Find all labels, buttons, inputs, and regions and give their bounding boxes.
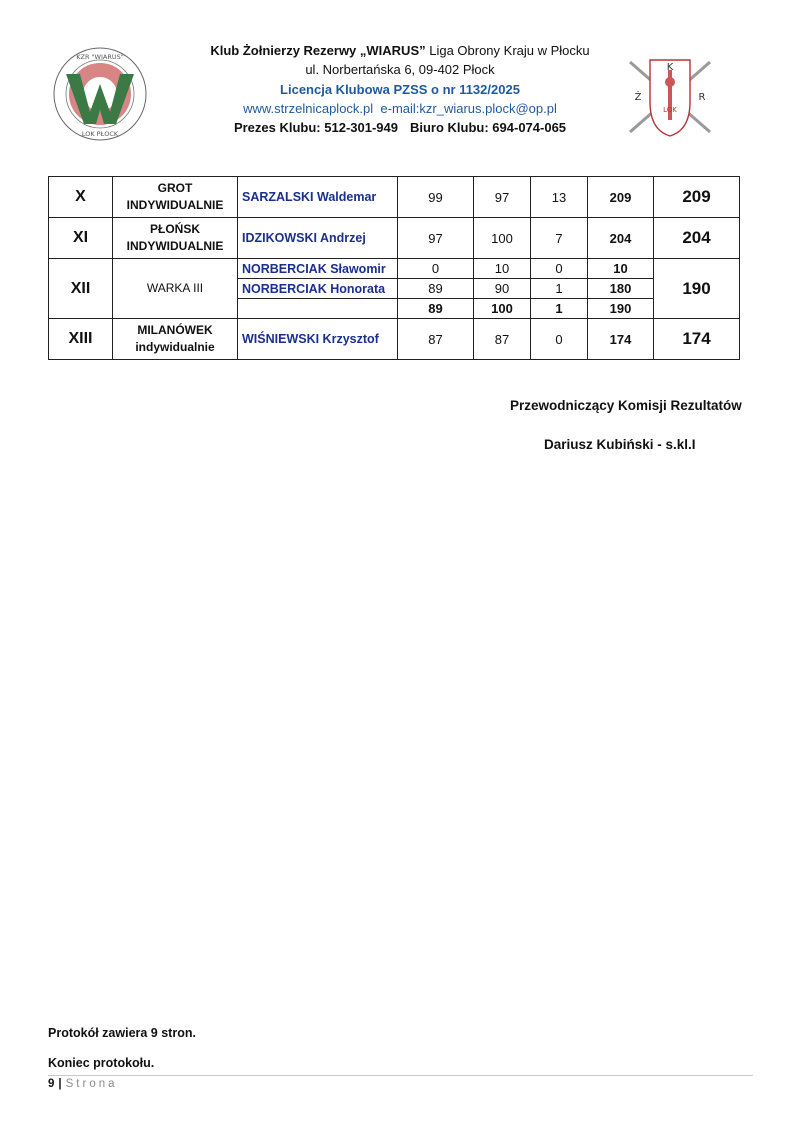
end-note: Koniec protokołu. — [48, 1056, 155, 1070]
table-row — [49, 319, 740, 360]
x-count: 1 — [531, 279, 588, 299]
website-link[interactable]: www.strzelnicaplock.pl — [243, 100, 374, 116]
club-category-text: indywidualnie — [135, 340, 215, 354]
series-1-score: 87 — [398, 319, 474, 360]
club-name-text: MILANÓWEK — [137, 323, 213, 337]
series-1-score: 97 — [398, 218, 474, 259]
logo-top-text: KZR "WIARUS" — [76, 53, 124, 61]
series-2-score: 87 — [474, 319, 531, 360]
team-total: 190 — [654, 259, 740, 319]
subtotal-series-2: 100 — [474, 299, 531, 319]
club-name: Klub Żołnierzy Rezerwy „WIARUS” — [210, 43, 426, 58]
team-total: 209 — [654, 177, 740, 218]
logo-bottom-text: LOK PŁOCK — [81, 130, 119, 138]
place-cell: XII — [49, 259, 113, 319]
club-address: ul. Norbertańska 6, 09-402 Płock — [305, 62, 495, 78]
empty-name-cell — [238, 299, 398, 319]
email-link[interactable]: e-mail:kzr_wiarus.plock@op.pl — [380, 100, 557, 116]
place-cell: XIII — [49, 319, 113, 360]
results-table — [48, 176, 740, 360]
x-count: 0 — [531, 319, 588, 360]
club-cell: PŁOŃSK INDYWIDUALNIE — [113, 218, 238, 259]
emblem-letter-r: R — [698, 92, 706, 103]
office-phone: Biuro Klubu: 694-074-065 — [409, 120, 567, 136]
x-count: 13 — [531, 177, 588, 218]
kzr-emblem-logo — [624, 52, 716, 140]
phones-line — [190, 118, 610, 137]
place-cell: XI — [49, 218, 113, 259]
series-2-score: 97 — [474, 177, 531, 218]
club-cell: WARKA III — [113, 259, 238, 319]
competitor-sum: 204 — [588, 218, 654, 259]
contact-line — [190, 99, 610, 118]
place-cell: X — [49, 177, 113, 218]
competitor-name: IDZIKOWSKI Andrzej — [238, 218, 398, 259]
pages-note: Protokół zawiera 9 stron. — [48, 1026, 196, 1040]
emblem-letter-k: K — [666, 62, 674, 73]
competitor-sum: 174 — [588, 319, 654, 360]
competitor-name: WIŚNIEWSKI Krzysztof — [238, 319, 398, 360]
competitor-name: SARZALSKI Waldemar — [238, 177, 398, 218]
club-license: Licencja Klubowa PZSS o nr 1132/2025 — [280, 81, 520, 97]
emblem-letter-z: Ż — [634, 92, 642, 103]
table-row — [49, 177, 740, 218]
table-row — [49, 259, 740, 279]
letterhead — [190, 41, 610, 137]
series-1-score: 99 — [398, 177, 474, 218]
subtotal-series-1: 89 — [398, 299, 474, 319]
x-count: 0 — [531, 259, 588, 279]
team-total: 174 — [654, 319, 740, 360]
team-total: 204 — [654, 218, 740, 259]
competitor-sum: 180 — [588, 279, 654, 299]
page-footer: 9 | Strona — [48, 1078, 118, 1090]
president-phone: Prezes Klubu: 512-301-949 — [233, 120, 398, 136]
subtotal-x-count: 1 — [531, 299, 588, 319]
series-1-score: 89 — [398, 279, 474, 299]
competitor-name: NORBERCIAK Sławomir — [238, 259, 398, 279]
table-row — [49, 218, 740, 259]
club-cell: GROT INDYWIDUALNIE — [113, 177, 238, 218]
series-2-score: 10 — [474, 259, 531, 279]
committee-title: Przewodniczący Komisji Rezultatów — [510, 398, 742, 413]
competitor-name: NORBERCIAK Honorata — [238, 279, 398, 299]
club-name-line — [190, 41, 610, 60]
competitor-sum: 209 — [588, 177, 654, 218]
committee-chair-name: Dariusz Kubiński - s.kl.I — [544, 437, 696, 452]
series-2-score: 90 — [474, 279, 531, 299]
page-number: 9 — [48, 1078, 55, 1090]
competitor-sum: 10 — [588, 259, 654, 279]
club-logo-wiarus — [52, 46, 148, 142]
emblem-badge-text: LOK — [663, 106, 677, 114]
series-1-score: 0 — [398, 259, 474, 279]
subtotal-sum: 190 — [588, 299, 654, 319]
club-org: Liga Obrony Kraju w Płocku — [425, 43, 590, 58]
page-label: Strona — [65, 1078, 118, 1090]
x-count: 7 — [531, 218, 588, 259]
footer-divider — [48, 1075, 753, 1076]
series-2-score: 100 — [474, 218, 531, 259]
club-cell — [113, 319, 238, 360]
